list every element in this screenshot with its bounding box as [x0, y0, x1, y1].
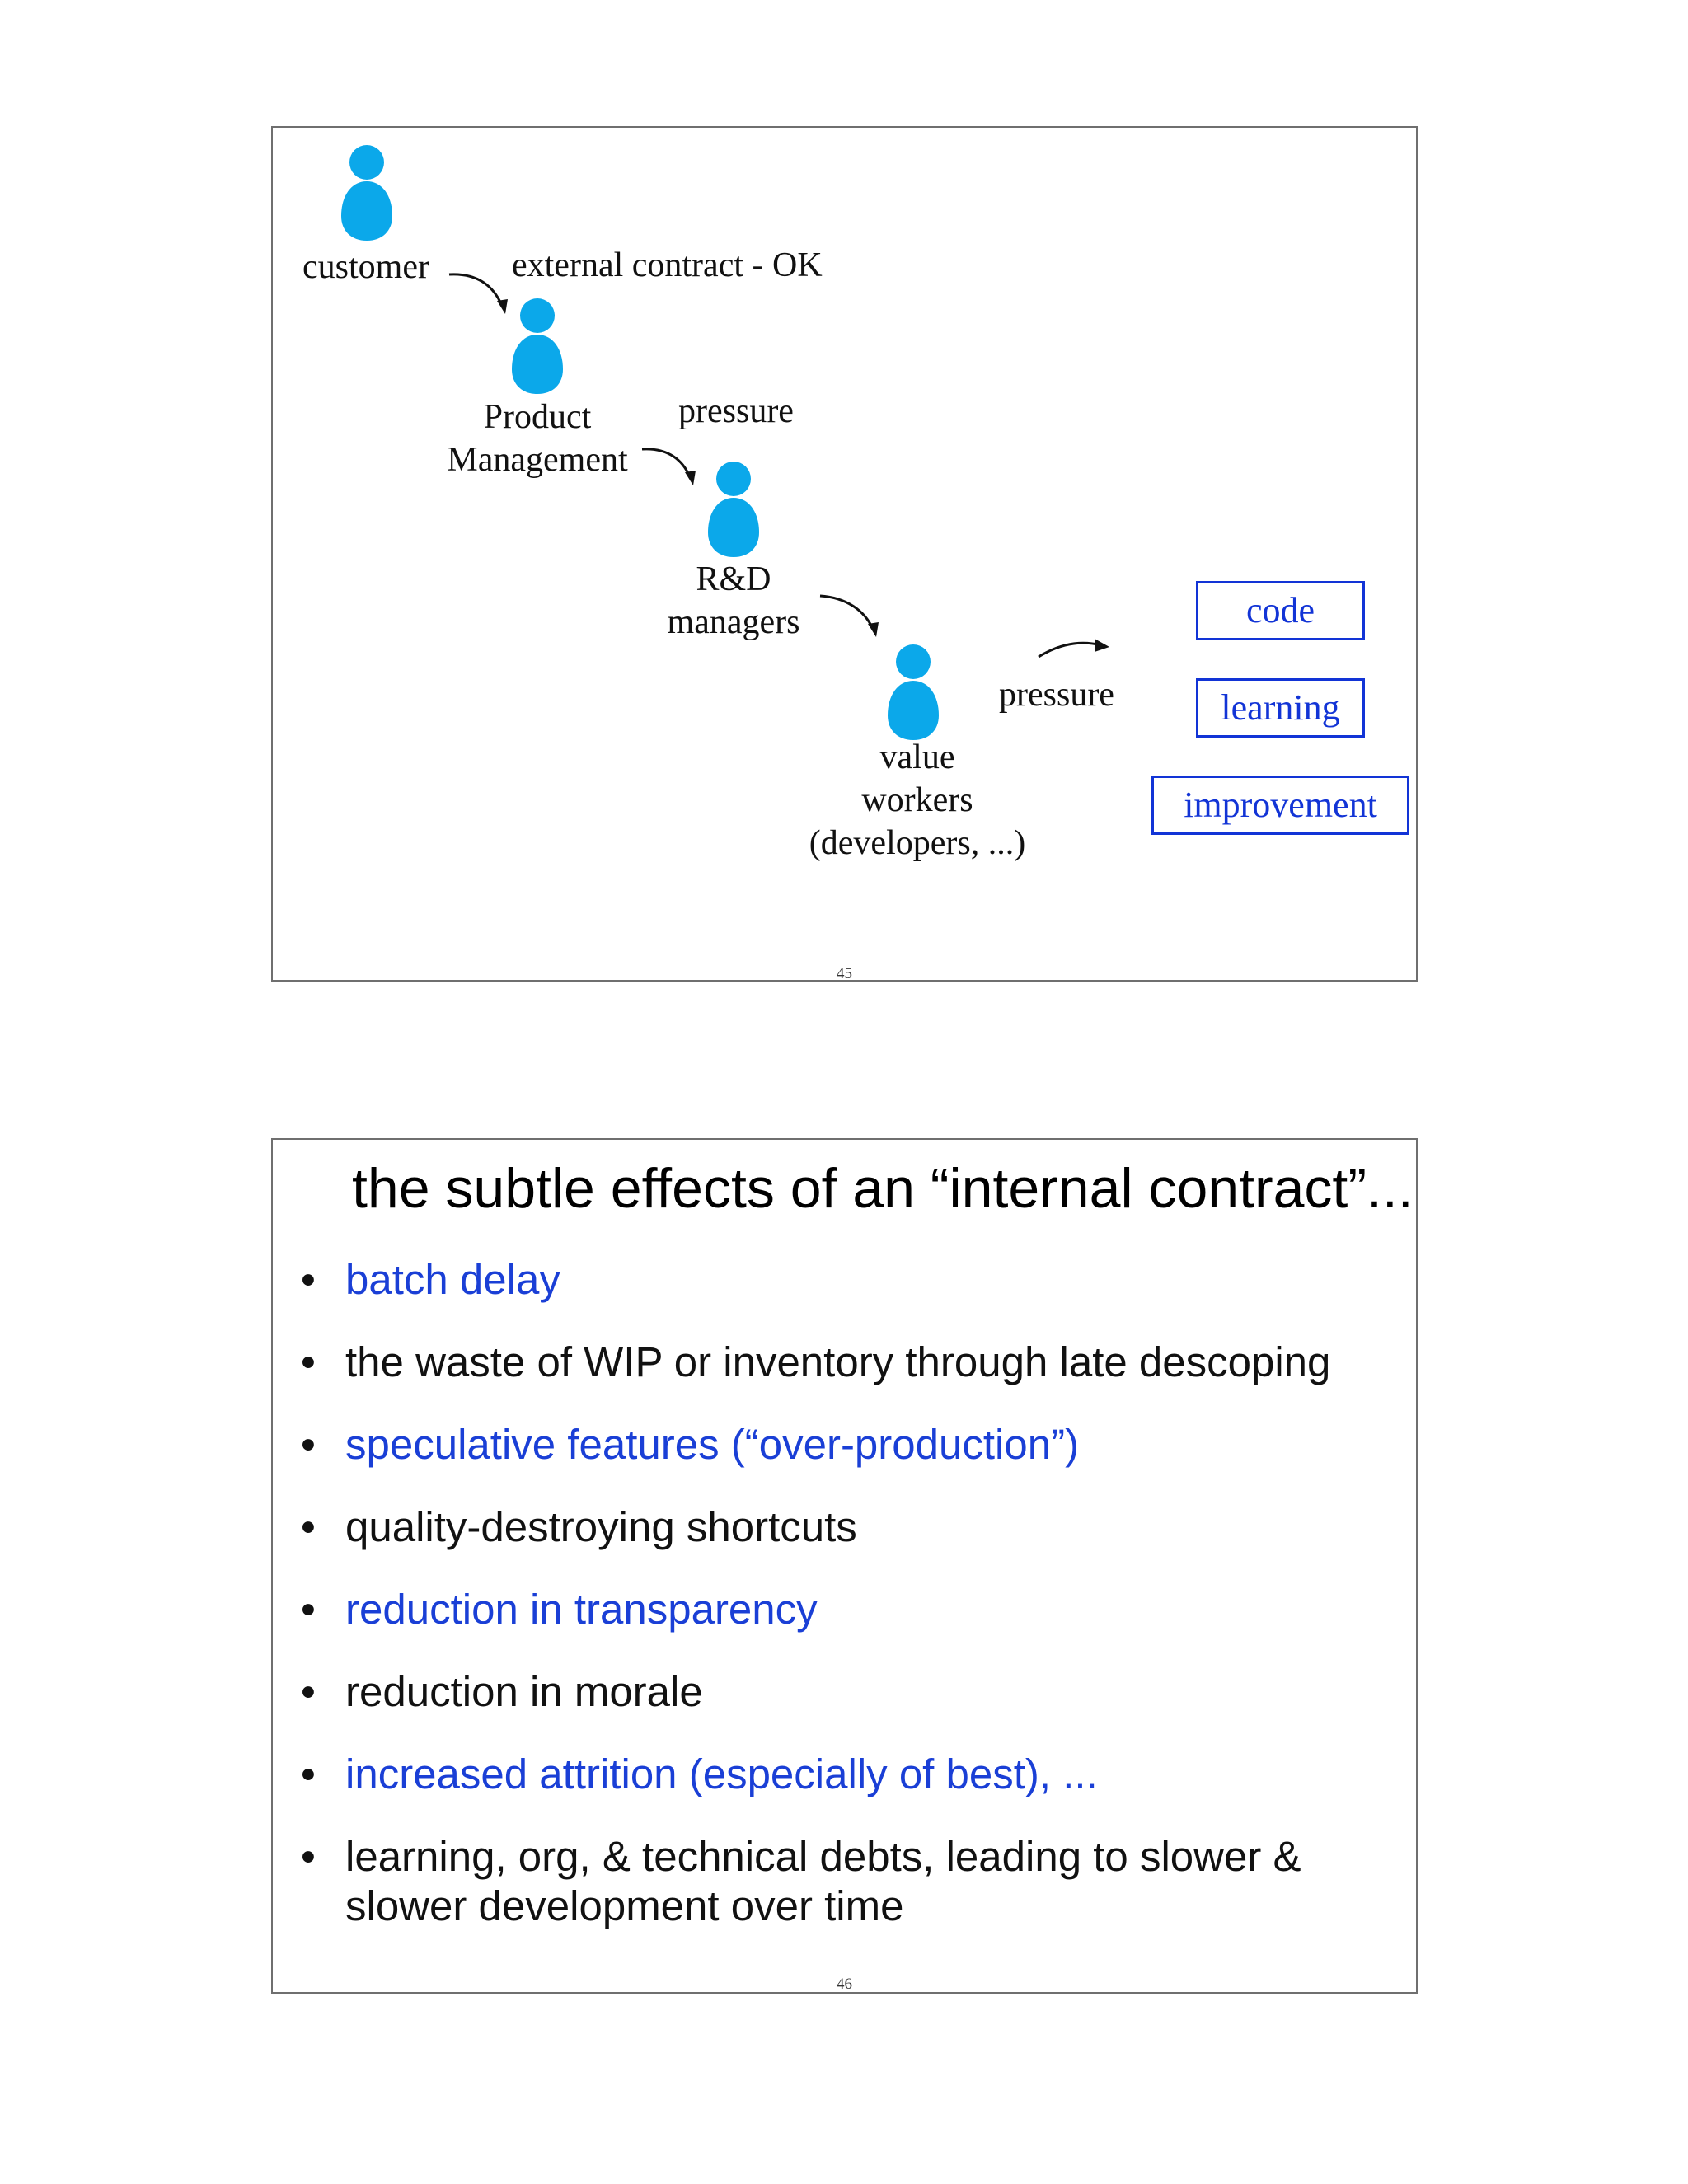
bullet-text: learning, org, & technical debts, leading to slower & slower development over time [345, 1833, 1301, 1929]
customer-label: customer [302, 248, 429, 286]
product-management-label [434, 396, 640, 481]
bullet-marker: • [301, 1586, 316, 1633]
value-workers-label-line-1: value [879, 738, 955, 776]
value-workers-person-icon [888, 644, 939, 742]
bullet-item [273, 1750, 1416, 1799]
bullet-marker: • [301, 1750, 316, 1797]
rnd-managers-person-icon [708, 462, 759, 559]
bullet-text: speculative features (“over-production”) [345, 1421, 1080, 1468]
outcome-learning-box: learning [1196, 678, 1365, 738]
bullet-text: the waste of WIP or inventory through late descoping [345, 1338, 1331, 1385]
pressure-label-1: pressure [678, 392, 794, 430]
rnd-managers-label [655, 558, 812, 644]
product-management-label-line-1: Product [483, 398, 592, 436]
value-workers-label [794, 736, 1041, 865]
bullet-text: reduction in transparency [345, 1586, 818, 1633]
outcome-code-box: code [1196, 581, 1365, 640]
value-workers-label-line-3: (developers, ...) [809, 824, 1026, 862]
arrow-rnd-to-workers [817, 588, 883, 645]
product-management-label-line-2: Management [447, 441, 628, 479]
bullet-marker: • [301, 1256, 316, 1303]
bullet-text: batch delay [345, 1256, 560, 1303]
outcome-improvement-box: improvement [1151, 776, 1409, 835]
bullet-text: reduction in morale [345, 1668, 703, 1715]
rnd-managers-label-line-2: managers [667, 603, 800, 641]
bullet-item [273, 1420, 1416, 1469]
product-management-person-icon [512, 298, 563, 396]
bullet-item [273, 1255, 1416, 1305]
customer-person-icon [341, 145, 392, 242]
bullet-item [273, 1338, 1416, 1387]
external-contract-label: external contract - OK [512, 246, 823, 284]
rnd-managers-label-line-1: R&D [696, 560, 771, 598]
bullet-marker: • [301, 1503, 316, 1550]
slide-46-title: the subtle effects of an “internal contract”... [352, 1157, 1414, 1220]
slide-45-page-number: 45 [837, 965, 852, 982]
bullet-marker: • [301, 1338, 316, 1385]
arrow-workers-to-outcomes [1035, 630, 1118, 672]
bullet-marker: • [301, 1668, 316, 1715]
slide-46 [271, 1138, 1418, 1994]
bullet-text: increased attrition (especially of best), ... [345, 1750, 1098, 1797]
bullet-list [273, 1255, 1416, 1964]
bullet-item [273, 1585, 1416, 1634]
bullet-item [273, 1832, 1416, 1931]
slide-46-page-number: 46 [837, 1975, 852, 1993]
bullet-marker: • [301, 1421, 316, 1468]
arrow-customer-to-pm [446, 268, 512, 317]
arrow-pm-to-rnd [639, 441, 705, 490]
bullet-text: quality-destroying shortcuts [345, 1503, 857, 1550]
value-workers-label-line-2: workers [861, 781, 973, 819]
pressure-label-2: pressure [999, 676, 1114, 714]
slide-45 [271, 126, 1418, 982]
bullet-marker: • [301, 1833, 316, 1880]
bullet-item [273, 1502, 1416, 1552]
bullet-item [273, 1667, 1416, 1717]
